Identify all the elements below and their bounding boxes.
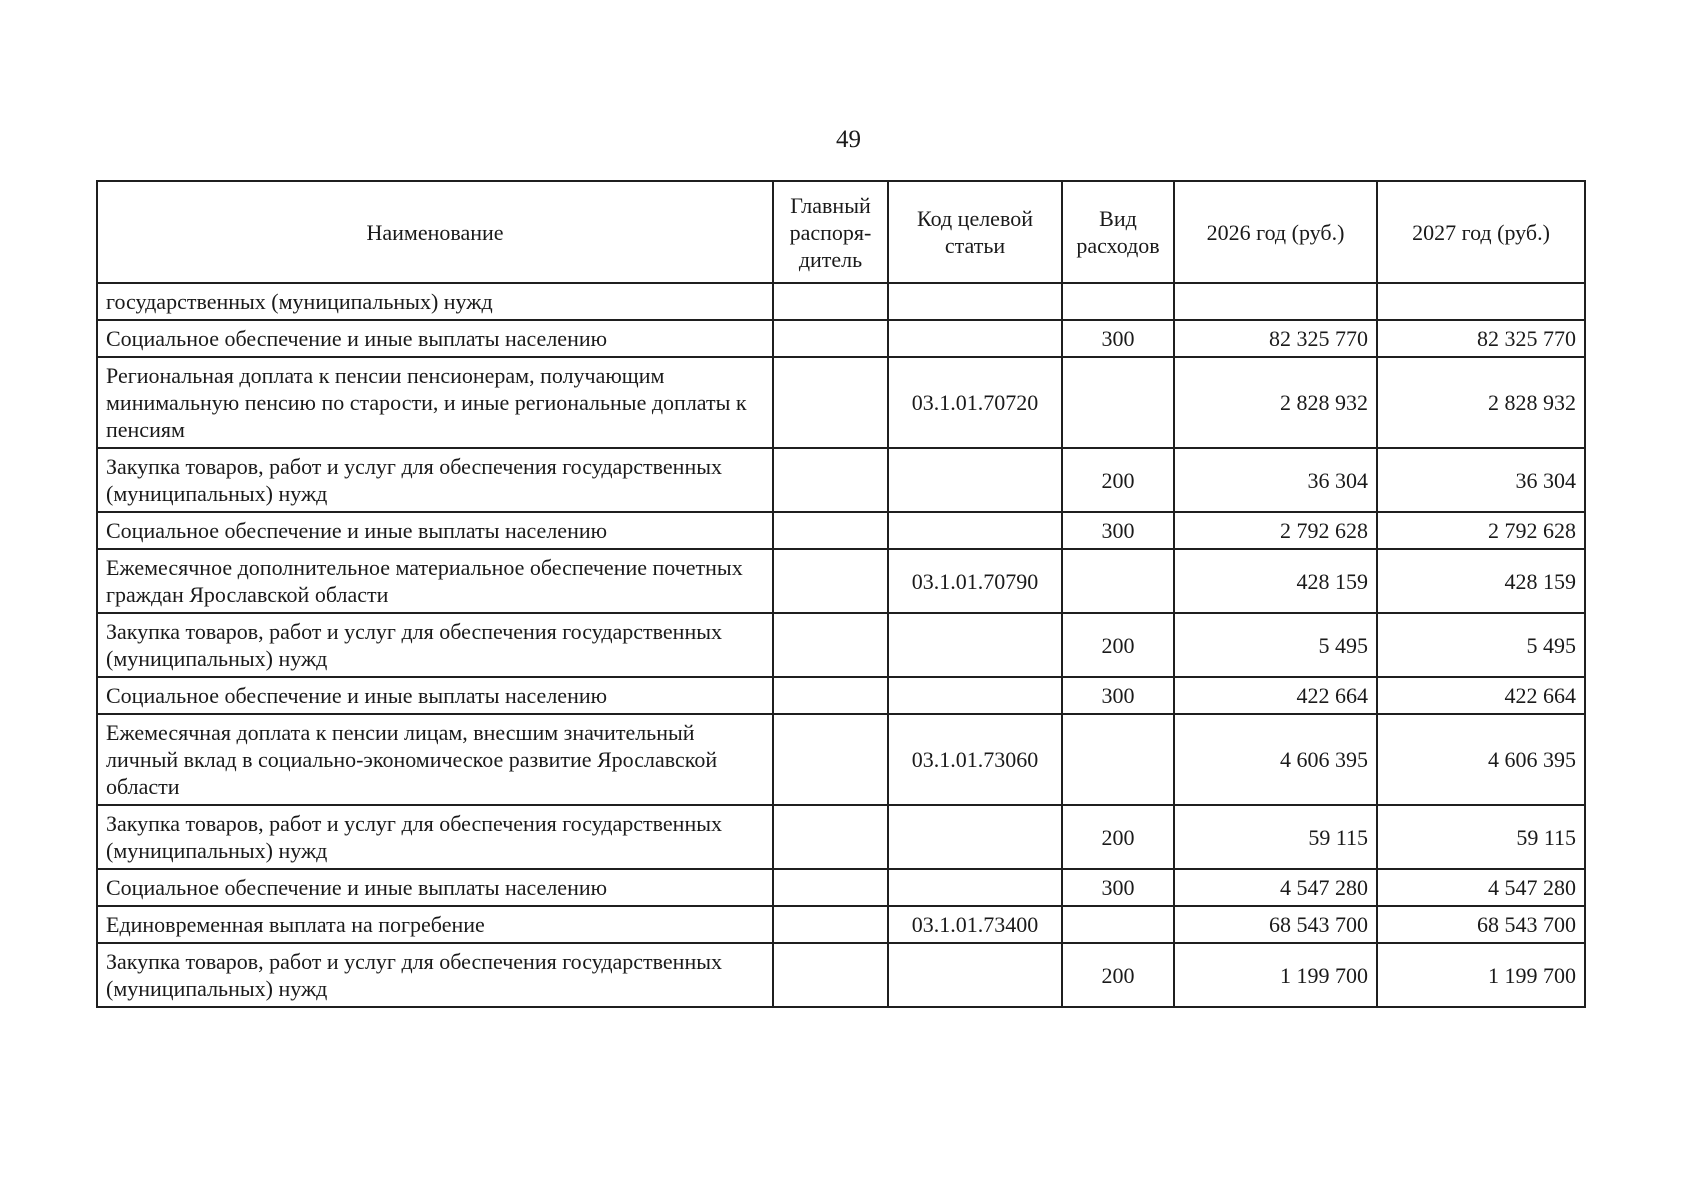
cell-main-manager [773,805,888,869]
table-row [97,943,1585,1007]
header-name: Наименование [97,181,773,283]
header-year-2026: 2026 год (руб.) [1174,181,1377,283]
table-row [97,869,1585,906]
cell-expense-type [1062,714,1174,805]
cell-target-code [888,869,1062,906]
table-row [97,613,1585,677]
cell-name: Закупка товаров, работ и услуг для обеспечения государственных (муниципальных) нужд [97,448,773,512]
table-row [97,357,1585,448]
cell-year-2026: 1 199 700 [1174,943,1377,1007]
cell-year-2027: 5 495 [1377,613,1585,677]
cell-target-code: 03.1.01.70720 [888,357,1062,448]
cell-year-2026: 82 325 770 [1174,320,1377,357]
budget-table [96,180,1586,1008]
table-row [97,805,1585,869]
cell-name: Закупка товаров, работ и услуг для обеспечения государственных (муниципальных) нужд [97,805,773,869]
table-header [97,181,1585,283]
header-row [97,181,1585,283]
cell-main-manager [773,512,888,549]
cell-expense-type: 200 [1062,805,1174,869]
cell-year-2027: 1 199 700 [1377,943,1585,1007]
cell-expense-type: 200 [1062,613,1174,677]
cell-expense-type: 300 [1062,320,1174,357]
cell-target-code [888,283,1062,320]
cell-year-2026: 2 792 628 [1174,512,1377,549]
cell-expense-type: 300 [1062,677,1174,714]
cell-target-code [888,448,1062,512]
cell-main-manager [773,613,888,677]
cell-name: Социальное обеспечение и иные выплаты населению [97,512,773,549]
cell-target-code: 03.1.01.73060 [888,714,1062,805]
header-target-code: Код целевой статьи [888,181,1062,283]
table-body [97,283,1585,1007]
cell-target-code [888,677,1062,714]
cell-year-2027 [1377,283,1585,320]
header-expense-type: Вид расходов [1062,181,1174,283]
cell-name: Ежемесячная доплата к пенсии лицам, внесшим значительный личный вклад в социально-экономическое развитие Ярославской области [97,714,773,805]
cell-main-manager [773,714,888,805]
cell-target-code [888,512,1062,549]
cell-year-2026: 36 304 [1174,448,1377,512]
cell-expense-type [1062,549,1174,613]
header-main-manager: Главный распоря-дитель [773,181,888,283]
cell-year-2026 [1174,283,1377,320]
table-row [97,512,1585,549]
cell-expense-type: 200 [1062,943,1174,1007]
cell-name: Единовременная выплата на погребение [97,906,773,943]
page-number: 49 [836,126,861,153]
cell-year-2027: 428 159 [1377,549,1585,613]
cell-expense-type [1062,357,1174,448]
cell-main-manager [773,943,888,1007]
cell-name: Социальное обеспечение и иные выплаты населению [97,869,773,906]
cell-year-2027: 4 606 395 [1377,714,1585,805]
cell-target-code [888,320,1062,357]
table-row [97,714,1585,805]
table-row [97,448,1585,512]
cell-name: Закупка товаров, работ и услуг для обеспечения государственных (муниципальных) нужд [97,943,773,1007]
cell-name: Закупка товаров, работ и услуг для обеспечения государственных (муниципальных) нужд [97,613,773,677]
cell-year-2026: 422 664 [1174,677,1377,714]
cell-year-2027: 2 792 628 [1377,512,1585,549]
cell-expense-type [1062,906,1174,943]
cell-target-code [888,805,1062,869]
cell-year-2027: 2 828 932 [1377,357,1585,448]
cell-year-2026: 59 115 [1174,805,1377,869]
cell-main-manager [773,677,888,714]
table-row [97,677,1585,714]
cell-year-2027: 68 543 700 [1377,906,1585,943]
table-row [97,549,1585,613]
cell-main-manager [773,448,888,512]
cell-expense-type: 300 [1062,512,1174,549]
cell-target-code [888,943,1062,1007]
cell-name: Социальное обеспечение и иные выплаты населению [97,677,773,714]
cell-name: Ежемесячное дополнительное материальное обеспечение почетных граждан Ярославской области [97,549,773,613]
cell-year-2027: 36 304 [1377,448,1585,512]
table-row [97,906,1585,943]
cell-expense-type: 200 [1062,448,1174,512]
cell-target-code: 03.1.01.70790 [888,549,1062,613]
cell-main-manager [773,549,888,613]
cell-expense-type [1062,283,1174,320]
cell-expense-type: 300 [1062,869,1174,906]
cell-main-manager [773,357,888,448]
table-row [97,320,1585,357]
cell-main-manager [773,283,888,320]
cell-year-2026: 5 495 [1174,613,1377,677]
cell-name: государственных (муниципальных) нужд [97,283,773,320]
cell-year-2026: 4 547 280 [1174,869,1377,906]
cell-main-manager [773,906,888,943]
cell-main-manager [773,869,888,906]
cell-year-2026: 4 606 395 [1174,714,1377,805]
cell-year-2026: 428 159 [1174,549,1377,613]
cell-target-code: 03.1.01.73400 [888,906,1062,943]
cell-year-2027: 422 664 [1377,677,1585,714]
header-year-2027: 2027 год (руб.) [1377,181,1585,283]
cell-year-2026: 2 828 932 [1174,357,1377,448]
cell-target-code [888,613,1062,677]
cell-year-2027: 82 325 770 [1377,320,1585,357]
table-row [97,283,1585,320]
cell-year-2027: 4 547 280 [1377,869,1585,906]
cell-name: Региональная доплата к пенсии пенсионерам, получающим минимальную пенсию по старости, и иные региональные доплаты к пенсиям [97,357,773,448]
cell-main-manager [773,320,888,357]
cell-year-2026: 68 543 700 [1174,906,1377,943]
cell-year-2027: 59 115 [1377,805,1585,869]
cell-name: Социальное обеспечение и иные выплаты населению [97,320,773,357]
